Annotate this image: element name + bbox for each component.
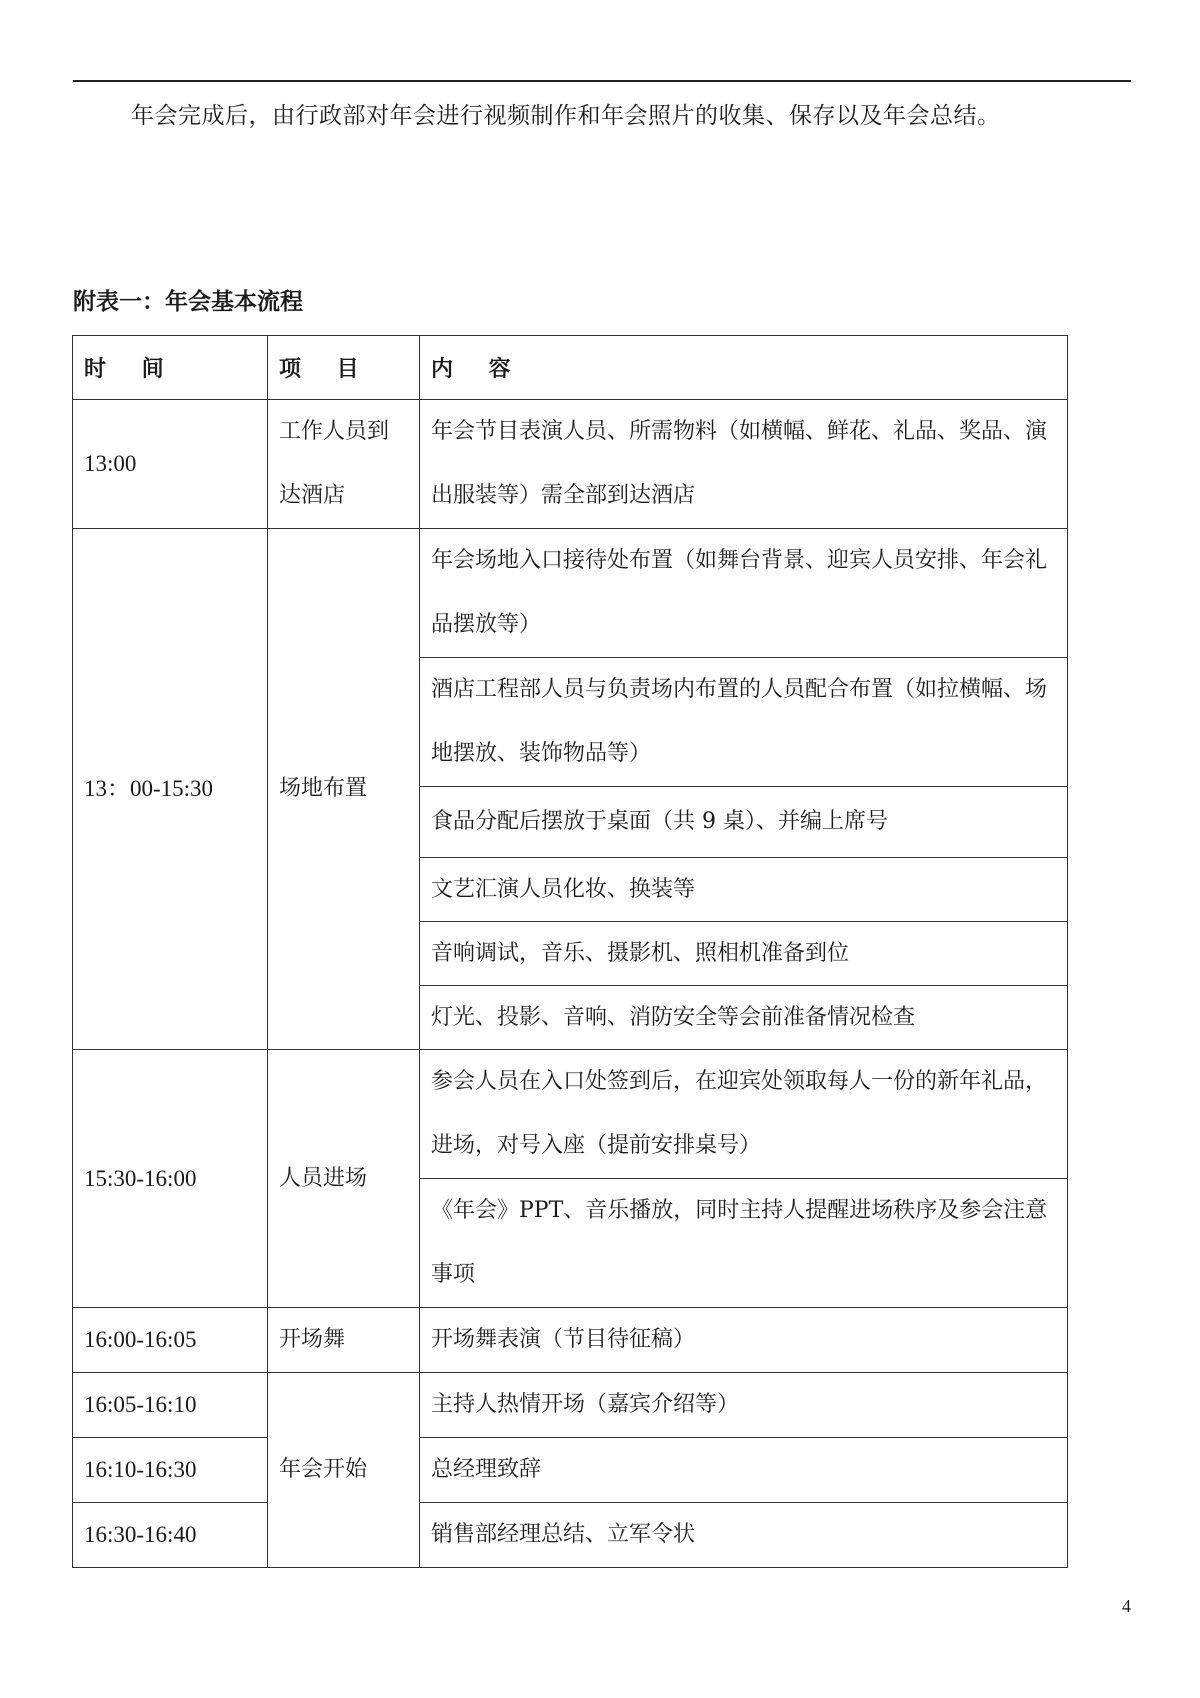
item-cell: 人员进场 (268, 1050, 420, 1308)
content-cell: 销售部经理总结、立军令状 (420, 1503, 1068, 1568)
header-rule (73, 80, 1131, 82)
item-text: 工作人员到达酒店 (279, 419, 390, 508)
content-cell: 年会场地入口接待处布置（如舞台背景、迎宾人员安排、年会礼品摆放等） (420, 529, 1068, 658)
time-cell: 13：00-15:30 (73, 529, 268, 1050)
content-cell: 总经理致辞 (420, 1438, 1068, 1503)
header-content: 内 容 (420, 336, 1068, 400)
content-cell: 主持人热情开场（嘉宾介绍等） (420, 1373, 1068, 1438)
content-cell: 食品分配后摆放于桌面（共 9 桌）、并编上席号 (420, 787, 1068, 858)
item-cell: 年会开始 (268, 1373, 420, 1568)
time-cell: 13:00 (73, 400, 268, 529)
content-cell: 参会人员在入口处签到后，在迎宾处领取每人一份的新年礼品，进场，对号入座（提前安排桌号） (420, 1050, 1068, 1179)
item-cell (268, 400, 420, 529)
time-cell: 16:10-16:30 (73, 1438, 268, 1503)
item-cell: 开场舞 (268, 1308, 420, 1373)
time-cell: 16:00-16:05 (73, 1308, 268, 1373)
content-cell: 开场舞表演（节目待征稿） (420, 1308, 1068, 1373)
content-cell: 年会节目表演人员、所需物料（如横幅、鲜花、礼品、奖品、演出服装等）需全部到达酒店 (420, 400, 1068, 529)
table-row (73, 1050, 1068, 1179)
table-row (73, 529, 1068, 658)
header-item: 项 目 (268, 336, 420, 400)
table-header-row (73, 336, 1068, 400)
time-cell: 15:30-16:00 (73, 1050, 268, 1308)
item-cell: 场地布置 (268, 529, 420, 1050)
content-cell: 《年会》PPT、音乐播放，同时主持人提醒进场秩序及参会注意事项 (420, 1179, 1068, 1308)
content-cell: 灯光、投影、音响、消防安全等会前准备情况检查 (420, 986, 1068, 1050)
page-number: 4 (1122, 1596, 1131, 1616)
content-cell: 音响调试，音乐、摄影机、照相机准备到位 (420, 922, 1068, 986)
content-cell: 酒店工程部人员与负责场内布置的人员配合布置（如拉横幅、场地摆放、装饰物品等） (420, 658, 1068, 787)
annual-meeting-flow-table (72, 335, 1068, 1568)
time-cell: 16:05-16:10 (73, 1373, 268, 1438)
time-cell: 16:30-16:40 (73, 1503, 268, 1568)
table-row (73, 1503, 1068, 1568)
content-cell: 文艺汇演人员化妆、换装等 (420, 858, 1068, 922)
table-row (73, 1373, 1068, 1438)
table-row (73, 400, 1068, 529)
table-caption: 附表一：年会基本流程 (73, 289, 303, 315)
table-row (73, 1438, 1068, 1503)
header-time: 时 间 (73, 336, 268, 400)
intro-paragraph: 年会完成后，由行政部对年会进行视频制作和年会照片的收集、保存以及年会总结。 (131, 103, 1001, 129)
table-row (73, 1308, 1068, 1373)
